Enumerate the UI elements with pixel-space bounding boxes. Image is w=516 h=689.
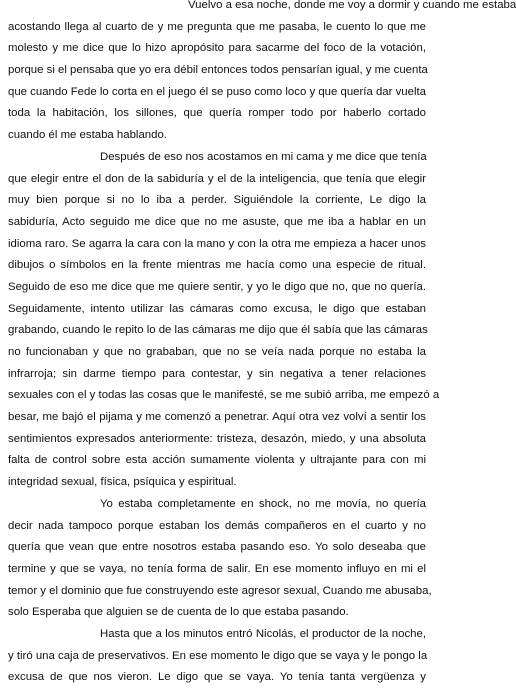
text-line: sexuales con el y todas las cosas que le manifesté, se me subió arriba, me empezó a	[8, 389, 440, 402]
text-line: excusa de que nos vieron. Le digo que se vaya. Yo tenía tanta vergüenza y	[8, 671, 426, 684]
text-line: idioma raro. Se agarra la cara con la mano y con la otra me empieza a hacer unos	[8, 237, 426, 250]
text-line: Después de eso nos acostamos en mi cama y me dice que tenía	[100, 150, 427, 163]
text-line: que elegir entre el don de la sabiduría y el de la inteligencia, que tenía que elegir	[8, 172, 426, 185]
text-line: Seguido de eso me dice que me quiere sentir, y yo le digo que no, que no quería.	[8, 280, 426, 293]
text-line: decir nada tampoco porque estaban los demás compañeros en el cuarto y no	[8, 519, 426, 532]
text-line: termine y que se vaya, no tenía forma de salir. En ese momento influyo en mi el	[8, 562, 426, 575]
text-line: solo Esperaba que alguien se de cuenta de lo que estaba pasando.	[8, 606, 349, 619]
text-line: y tiró una caja de preservativos. En ese momento le digo que se vaya y le pongo la	[8, 649, 428, 662]
text-line: Vuelvo a esa noche, donde me voy a dormir y cuando me estaba	[188, 0, 516, 11]
text-line: cuando él me estaba hablando.	[8, 129, 167, 142]
paragraph-3	[8, 494, 432, 624]
text-line: molesto y me dice que lo hizo apropósito para sacarme del foco de la votación,	[8, 42, 426, 55]
document-body	[8, 0, 516, 689]
text-line: muy bien porque si no lo iba a perder. Siguiéndole la corriente, Le digo la	[8, 194, 426, 207]
text-line: Hasta que a los minutos entró Nicolás, el productor de la noche,	[100, 627, 426, 640]
text-line: quería que vean que entre nosotros estaba pasando eso. Yo solo deseaba que	[8, 541, 426, 554]
text-line: Yo estaba completamente en shock, no me movía, no quería	[100, 497, 426, 510]
text-line: sabiduría, Acto seguido me dice que no me asuste, que me iba a hablar en un	[8, 215, 426, 228]
text-line: integridad sexual, física, psíquica y espiritual.	[8, 476, 237, 489]
text-line: falta de control sobre esta acción sumamente violenta y ultrajante para con mi	[8, 454, 426, 467]
text-line: dibujos o símbolos en la frente mientras me hacía como una especie de ritual.	[8, 259, 426, 272]
paragraph-2	[8, 147, 440, 494]
text-line: besar, me bajó el pijama y me comenzó a penetrar. Aquí otra vez volví a sentir los	[8, 411, 426, 424]
paragraph-4	[8, 624, 426, 689]
text-line: infrarroja; sin darme tiempo para contestar, y sin negativa a tener relaciones	[8, 367, 426, 380]
text-line: que cuando Fede lo corta en el juego él se puso como loco y que quería dar vuelta	[8, 85, 426, 98]
text-line: porque si el pensaba que yo era débil entonces todos pensarían igual, y me cuenta	[8, 64, 428, 77]
text-line: acostando llega al cuarto de y me pregunta que me pasaba, le cuento lo que me	[8, 20, 426, 33]
text-line: toda la habitación, los sillones, que quería romper todo por haberlo cortado	[8, 107, 426, 120]
text-line: sentimientos expresados anteriormente: tristeza, desazón, miedo, y una absoluta	[8, 432, 426, 445]
paragraph-1	[8, 0, 516, 147]
text-line: grabando, cuando le repito lo de las cámaras me dijo que él sabía que las cámaras	[8, 324, 428, 337]
text-line: temor y el dominio que fue construyendo este agresor sexual, Cuando me abusaba,	[8, 584, 432, 597]
text-line: no funcionaban y que no grababan, que no se veía nada porque no estaba la	[8, 346, 426, 358]
text-line: Seguidamente, intento utilizar las cámaras como excusa, le digo que estaban	[8, 302, 426, 315]
